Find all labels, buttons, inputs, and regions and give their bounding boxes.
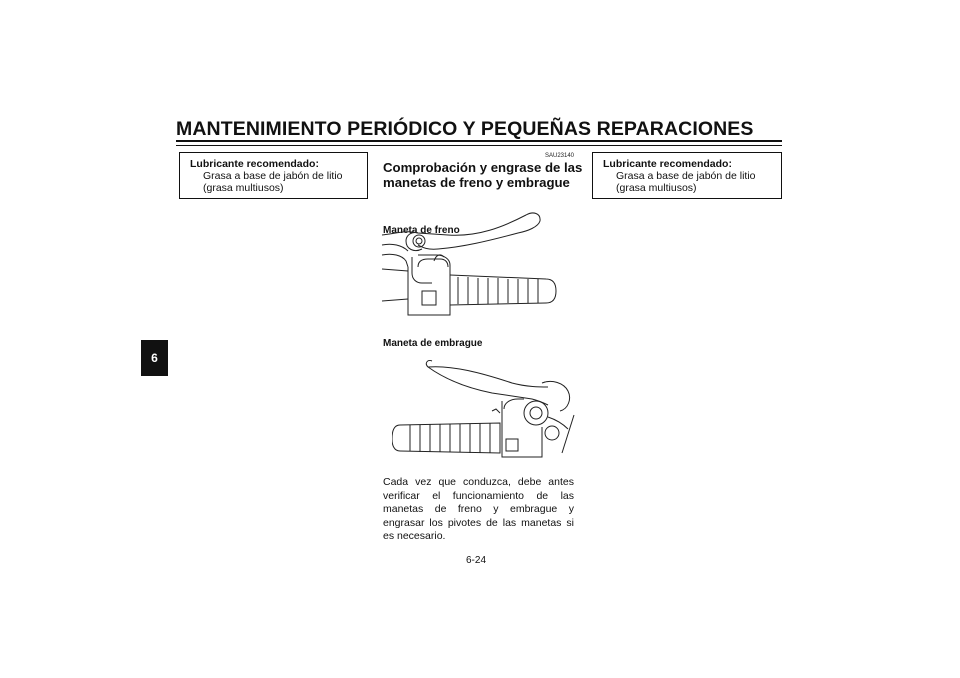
clutch-lever-label: Maneta de embrague (383, 338, 483, 349)
page-header-title: MANTENIMIENTO PERIÓDICO Y PEQUEÑAS REPARACIONES (176, 118, 754, 140)
clutch-lever-illustration (392, 357, 578, 467)
brake-lever-label: Maneta de freno (383, 225, 460, 236)
lubricant-box-left (179, 152, 368, 199)
lubricant-box-right (592, 152, 782, 199)
section-title: Comprobación y engrase de las manetas de freno y embrague (383, 160, 583, 190)
page-number: 6-24 (466, 555, 487, 566)
lubricant-box-title: Lubricante recomendado: (190, 158, 319, 170)
header-rule-thick (176, 140, 782, 142)
lubricant-box-text: Grasa a base de jabón de litio (grasa multiusos) (203, 170, 343, 194)
chapter-tab: 6 (141, 340, 168, 376)
brake-lever-illustration (378, 205, 578, 323)
lubricant-box-title: Lubricante recomendado: (603, 158, 732, 170)
lubricant-box-text: Grasa a base de jabón de litio (grasa multiusos) (616, 170, 756, 194)
section-body-text: Cada vez que conduzca, debe antes verificar el funcionamiento de las manetas de freno y embrague y engrasar los pivotes de las manetas si es necesario. (383, 476, 574, 543)
header-rule-thin (176, 145, 782, 146)
section-ref-code: SAU23140 (545, 153, 575, 159)
